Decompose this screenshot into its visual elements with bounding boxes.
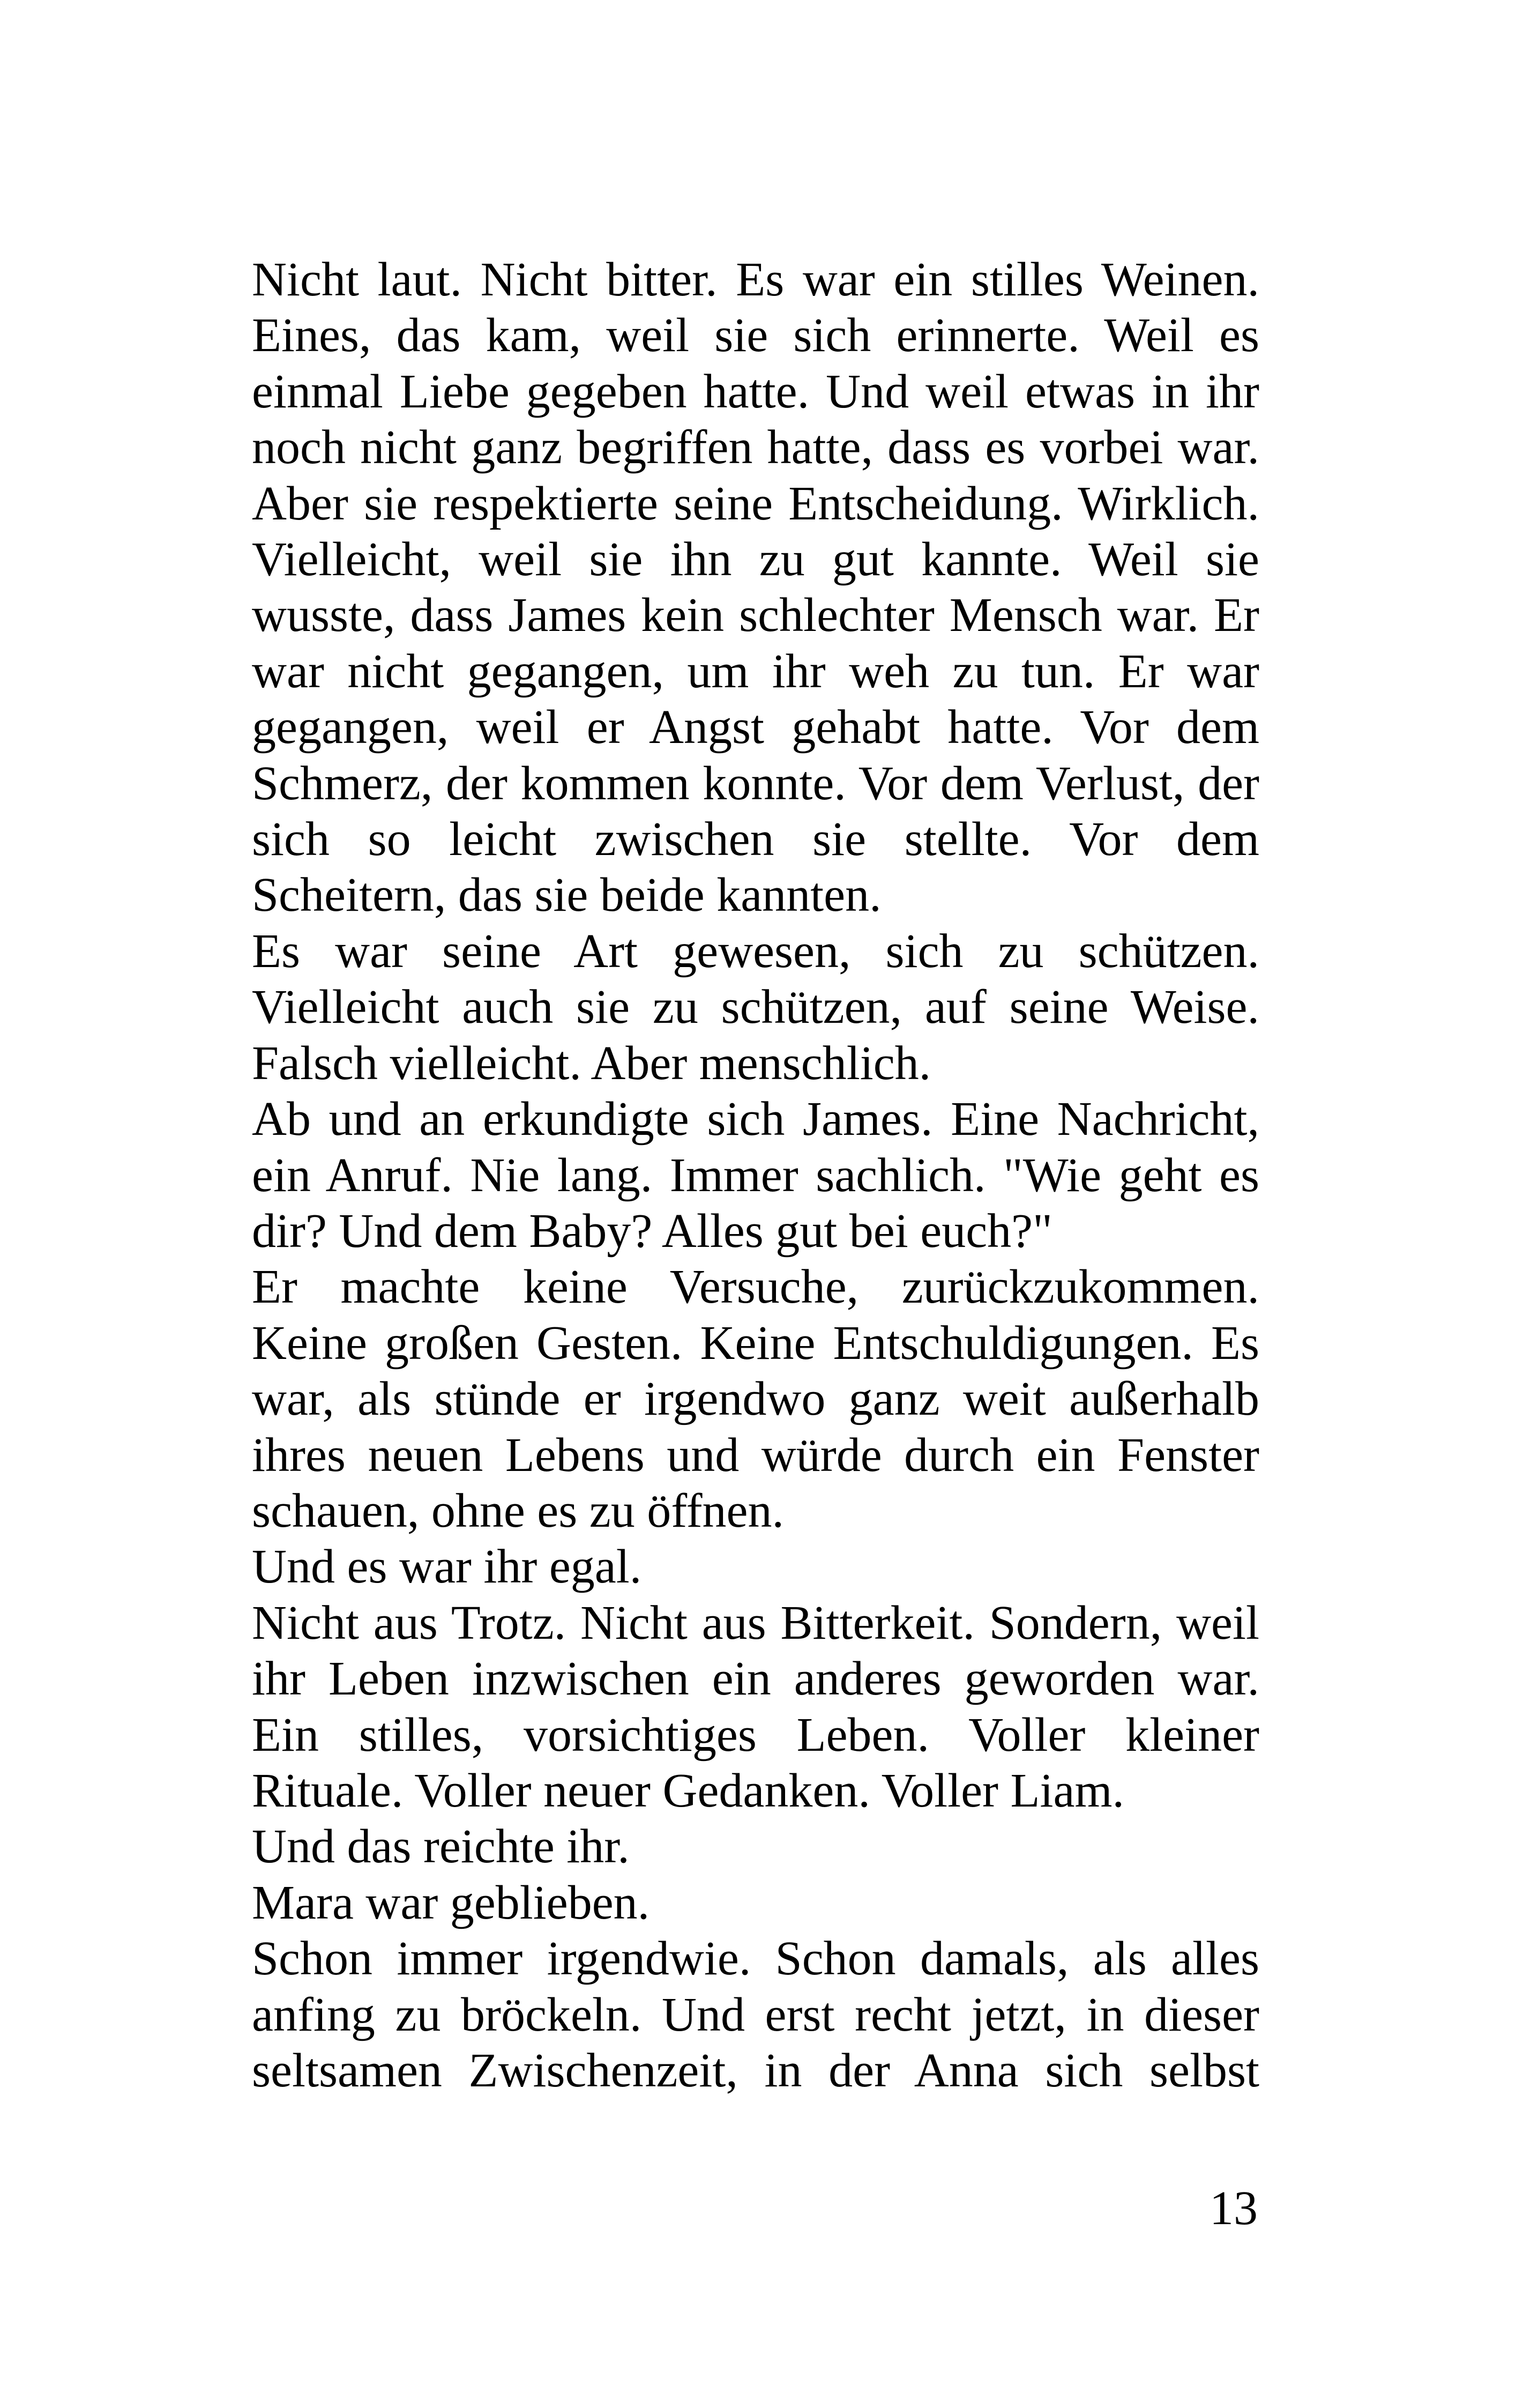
paragraph: Er machte keine Versuche, zurückzukommen. Keine großen Gesten. Keine Entschuldigungen. Es war, als stünde er irgendwo ganz weit außerhalb ihres neuen Lebens und würde durch ein Fenster schauen, ohne es zu öffnen. [252,1260,1259,1537]
paragraph: Ab und an erkundigte sich James. Eine Nachricht, ein Anruf. Nie lang. Immer sachlich. "Wie geht es dir? Und dem Baby? Alles gut bei euch?" [252,1092,1259,1258]
paragraph: Schon immer irgendwie. Schon damals, als alles anfing zu bröckeln. Und erst recht jetzt, in dieser seltsamen Zwischenzeit, in der Anna sich selbst [252,1932,1259,2097]
paragraph: Es war seine Art gewesen, sich zu schützen. Vielleicht auch sie zu schützen, auf seine Weise. Falsch vielleicht. Aber menschlich. [252,924,1259,1090]
paragraph: Und das reichte ihr. [252,1820,630,1874]
paragraph: Und es war ihr egal. [252,1540,642,1594]
body-text [252,252,1259,2099]
page-number: 13 [1210,2182,1258,2235]
paragraph: Nicht laut. Nicht bitter. Es war ein stilles Weinen. Eines, das kam, weil sie sich erinnerte. Weil es einmal Liebe gegeben hatte. Und weil etwas in ihr noch nicht ganz begriffen hatte, dass es vorbei war. Aber sie respektierte seine Entscheidung. Wirklich. Vielleicht, weil sie ihn zu gut kannte. Weil sie wusste, dass James kein schlechter Mensch war. Er war nicht gegangen, um ihr weh zu tun. Er war gegangen, weil er Angst gehabt hatte. Vor dem Schmerz, der kommen konnte. Vor dem Verlust, der sich so leicht zwischen sie stellte. Vor dem Scheitern, das sie beide kannten. [252,253,1259,922]
paragraph: Mara war geblieben. [252,1876,650,1929]
paragraph: Nicht aus Trotz. Nicht aus Bitterkeit. Sondern, weil ihr Leben inzwischen ein anderes geworden war. Ein stilles, vorsichtiges Leben. Voller kleiner Rituale. Voller neuer Gedanken. Voller Liam. [252,1596,1259,1817]
